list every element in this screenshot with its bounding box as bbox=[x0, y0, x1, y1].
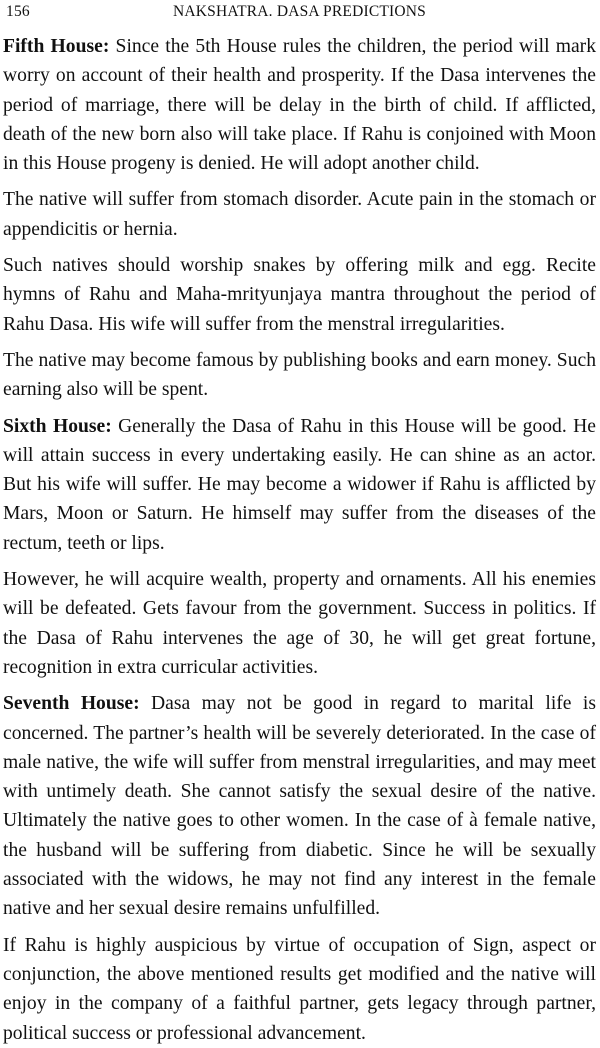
paragraph-text: The native may become famous by publishing books and earn money. Such earning also will be spent. bbox=[3, 349, 596, 401]
section-heading-seventh-house: Seventh House: bbox=[3, 693, 140, 715]
paragraph-text: However, he will acquire wealth, property and ornaments. All his enemies will be defeated. Gets favour from the government. Success in politics. If the Dasa of Rahu intervenes the age of 30, he will get great fortune, recognition in extra curricular activities. bbox=[3, 569, 596, 678]
paragraph bbox=[3, 931, 596, 1048]
paragraph-text: Dasa may not be good in regard to marital life is concerned. The partner’s health will be severely deteriorated. In the case of male native, the wife will suffer from menstral irregularities, and may meet with untimely death. She cannot satisfy the sexual desire of the native. Ultimately the native goes to other women. In the case of à female native, the husband will be suffering from diabetic. Since he will be sexually associated with the widows, he may not find any interest in the female native and her sexual desire remains unfulfilled. bbox=[3, 693, 596, 920]
paragraph-fifth-house bbox=[3, 32, 596, 178]
paragraph bbox=[3, 565, 596, 682]
page-number: 156 bbox=[6, 3, 30, 20]
paragraph-text: Such natives should worship snakes by offering milk and egg. Recite hymns of Rahu and Maha-mrityunjaya mantra throughout the period of Rahu Dasa. His wife will suffer from the menstral irregularities. bbox=[3, 255, 596, 335]
paragraph-seventh-house bbox=[3, 689, 596, 923]
paragraph-text: If Rahu is highly auspicious by virtue of occupation of Sign, aspect or conjunction, the above mentioned results get modified and the native will enjoy in the company of a faithful partner, gets legacy through partner, political success or professional advancement. bbox=[3, 934, 596, 1044]
running-header-title: NAKSHATRA. DASA PREDICTIONS bbox=[173, 3, 426, 20]
running-header bbox=[3, 0, 596, 24]
paragraph bbox=[3, 251, 596, 339]
paragraph-text: Since the 5th House rules the children, the period will mark worry on account of their health and prosperity. If the Dasa intervenes the period of marriage, there will be delay in the birth of child. If afflicted, death of the new born also will take place. If Rahu is conjoined with Moon in this House progeny is denied. He will adopt another child. bbox=[3, 36, 596, 175]
section-heading-sixth-house: Sixth House: bbox=[3, 415, 112, 437]
section-heading-fifth-house: Fifth House: bbox=[3, 36, 110, 57]
paragraph-text: Generally the Dasa of Rahu in this House will be good. He will attain success in every undertaking easily. He can shine as an actor. But his wife will suffer. He may become a widower if Rahu is afflicted by Mars, Moon or Saturn. He himself may suffer from the diseases of the rectum, teeth or lips. bbox=[3, 415, 596, 554]
paragraph-sixth-house bbox=[3, 412, 596, 558]
paragraph-text: The native will suffer from stomach disorder. Acute pain in the stomach or appendicitis or hernia. bbox=[3, 189, 596, 240]
page-body bbox=[3, 32, 596, 1048]
paragraph bbox=[3, 185, 596, 244]
paragraph bbox=[3, 346, 596, 405]
